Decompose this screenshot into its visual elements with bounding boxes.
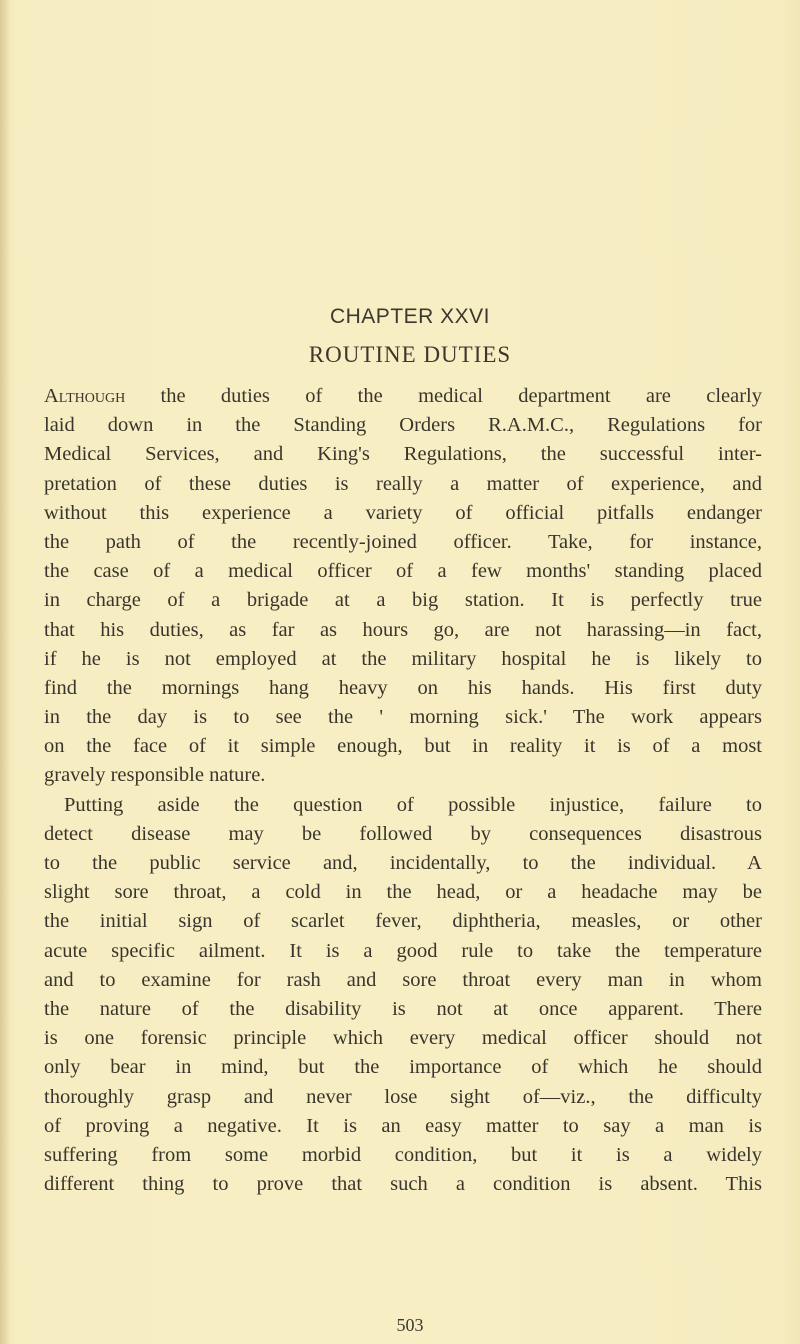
opening-word: Although xyxy=(44,385,126,407)
page-number: 503 xyxy=(396,1315,424,1335)
text-line: without this experience a variety of official pitfalls endanger xyxy=(44,501,762,524)
text-line: if he is not employed at the military hospital he is likely to xyxy=(44,647,762,670)
text-line: find the mornings hang heavy on his hands. His first duty xyxy=(44,676,762,699)
chapter-title: ROUTINE DUTIES xyxy=(308,342,512,367)
text-line: Putting aside the question of possible injustice, failure to xyxy=(64,793,762,816)
text-line: the path of the recently-joined officer. Take, for instance, xyxy=(44,530,762,553)
text-line: Although the duties of the medical department are clearly xyxy=(44,385,762,407)
text-line: the initial sign of scarlet fever, diphtheria, measles, or other xyxy=(44,910,762,933)
text-line: only bear in mind, but the importance of which he should xyxy=(44,1056,762,1079)
text-line: acute specific ailment. It is a good rule to take the temperature xyxy=(44,939,762,962)
text-line: detect disease may be followed by consequences disastrous xyxy=(44,822,762,845)
text-line: on the face of it simple enough, but in reality it is of a most xyxy=(44,735,762,758)
text-line: and to examine for rash and sore throat every man in whom xyxy=(44,968,762,991)
text-line: to the public service and, incidentally, to the individual. A xyxy=(44,852,762,874)
text-line: the nature of the disability is not at once apparent. There xyxy=(44,997,762,1020)
text-line: of proving a negative. It is an easy matter to say a man is xyxy=(44,1114,762,1137)
text-line: is one forensic principle which every medical officer should not xyxy=(44,1027,762,1050)
text-line: in the day is to see the ' morning sick.' The work appears xyxy=(44,706,762,729)
text-line: Medical Services, and King's Regulations, the successful inter- xyxy=(44,443,762,466)
text-line: different thing to prove that such a condition is absent. This xyxy=(44,1173,762,1196)
text-line: pretation of these duties is really a matter of experience, and xyxy=(44,472,762,495)
text-line: gravely responsible nature. xyxy=(44,764,266,787)
text-line: the case of a medical officer of a few months' standing placed xyxy=(44,560,762,583)
text-line: slight sore throat, a cold in the head, or a headache may be xyxy=(44,881,762,904)
text-line: thoroughly grasp and never lose sight of—viz., the difficulty xyxy=(44,1085,762,1108)
text-line: laid down in the Standing Orders R.A.M.C., Regulations for xyxy=(44,414,762,437)
page-gutter-shadow xyxy=(0,0,10,1344)
chapter-number: CHAPTER XXVI xyxy=(329,305,491,328)
text-line: suffering from some morbid condition, but it is a widely xyxy=(44,1143,762,1166)
body-text xyxy=(44,382,762,1199)
text-line: that his duties, as far as hours go, are not harassing—in fact, xyxy=(44,618,762,641)
text-line: in charge of a brigade at a big station. It is perfectly true xyxy=(44,589,762,612)
